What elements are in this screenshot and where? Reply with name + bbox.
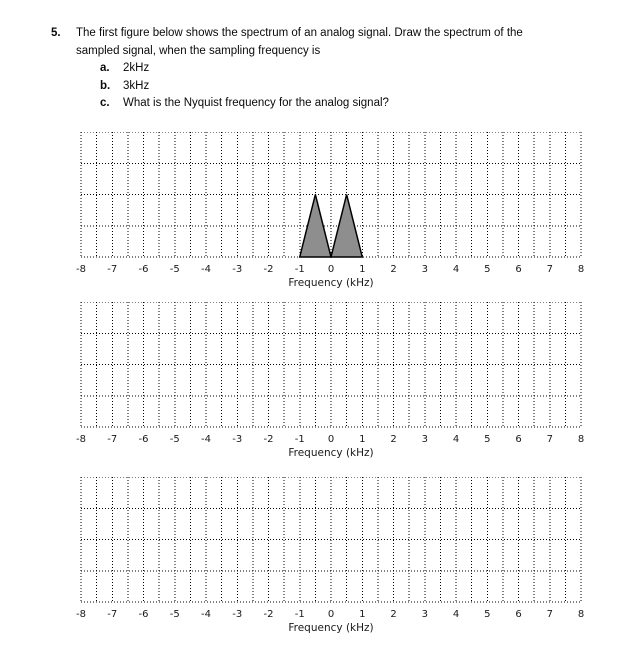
x-tick-label: 0	[327, 609, 335, 620]
chart-svg-sampled-spectrum-2khz-blank-grid	[0, 302, 643, 464]
grid-dotted	[81, 302, 581, 427]
x-tick-label: -8	[76, 609, 86, 620]
subpart-a-label: a.	[100, 62, 110, 74]
x-tick-label: -4	[201, 434, 211, 445]
x-tick-label: 7	[546, 264, 553, 275]
x-tick-label: 2	[390, 609, 397, 620]
x-tick-label: -6	[138, 264, 149, 275]
grid-dotted	[81, 477, 581, 602]
subpart-c	[100, 95, 523, 113]
x-axis-label: Frequency (kHz)	[288, 447, 374, 459]
x-tick-label: 8	[577, 434, 585, 445]
chart-sampled-2khz-answer-grid	[0, 302, 643, 464]
x-tick-label: -5	[169, 264, 180, 275]
x-tick-label: 5	[484, 434, 491, 445]
x-tick-label: 7	[546, 434, 553, 445]
x-tick-label: -4	[201, 264, 211, 275]
x-tick-label: -1	[294, 609, 305, 620]
x-tick-label: -7	[107, 434, 118, 445]
x-tick-label: 6	[515, 434, 522, 445]
spectrum-triangle-left	[300, 195, 331, 258]
x-tick-label: -5	[169, 609, 180, 620]
x-tick-label: 6	[515, 264, 522, 275]
x-tick-label: 2	[390, 434, 397, 445]
x-tick-label: 0	[327, 434, 335, 445]
subpart-c-label: c.	[100, 97, 110, 109]
x-tick-label: -6	[138, 434, 149, 445]
x-tick-label: -3	[232, 609, 243, 620]
x-tick-label: -4	[201, 609, 211, 620]
x-tick-label: -1	[294, 434, 305, 445]
x-axis-label: Frequency (kHz)	[288, 277, 374, 289]
x-axis-label: Frequency (kHz)	[288, 622, 374, 634]
x-tick-label: 3	[421, 609, 428, 620]
subpart-b-label: b.	[100, 79, 111, 92]
subpart-a-text: 2kHz	[123, 62, 150, 74]
x-tick-label: 2	[390, 264, 397, 275]
x-tick-label: -2	[263, 609, 274, 620]
x-tick-label: -1	[294, 264, 305, 275]
x-tick-label: 8	[577, 264, 585, 275]
x-tick-label: -7	[107, 609, 118, 620]
chart-analog-signal-spectrum	[0, 132, 643, 294]
x-tick-label: -2	[263, 264, 274, 275]
x-tick-label: 1	[359, 609, 366, 620]
x-tick-label: 0	[327, 264, 335, 275]
x-tick-label: 4	[452, 434, 460, 445]
subpart-b-text: 3kHz	[123, 79, 150, 92]
x-tick-label: -5	[169, 434, 180, 445]
x-tick-label: 1	[359, 434, 366, 445]
x-tick-label: 3	[421, 264, 428, 275]
x-tick-label: 8	[577, 609, 585, 620]
problem-text-line-2: sampled signal, when the sampling frequency is	[76, 44, 321, 57]
x-tick-label: 6	[515, 609, 522, 620]
x-tick-label: 5	[484, 264, 491, 275]
grid-dotted	[81, 132, 581, 257]
x-tick-label: -2	[263, 434, 274, 445]
x-tick-label: 4	[452, 264, 460, 275]
x-tick-label: 7	[546, 609, 553, 620]
x-tick-label: -3	[232, 264, 243, 275]
x-tick-label: 1	[359, 264, 366, 275]
x-tick-label: -7	[107, 264, 118, 275]
x-tick-label: 5	[484, 609, 491, 620]
problem-text-line-1: The first figure below shows the spectrum of an analog signal. Draw the spectrum of the	[76, 27, 523, 39]
problem-statement	[51, 25, 523, 113]
subpart-b	[100, 78, 523, 96]
problem-number: 5.	[51, 27, 61, 39]
subpart-a	[100, 60, 523, 78]
chart-sampled-3khz-answer-grid	[0, 477, 643, 639]
x-tick-label: 4	[452, 609, 460, 620]
subpart-c-text: What is the Nyquist frequency for the analog signal?	[123, 97, 389, 109]
x-tick-label: -3	[232, 434, 243, 445]
x-tick-label: -8	[76, 264, 86, 275]
x-tick-label: -6	[138, 609, 149, 620]
x-tick-label: -8	[76, 434, 86, 445]
chart-svg-sampled-spectrum-3khz-blank-grid	[0, 477, 643, 639]
x-tick-label: 3	[421, 434, 428, 445]
chart-svg-analog-signal-spectrum	[0, 132, 643, 294]
